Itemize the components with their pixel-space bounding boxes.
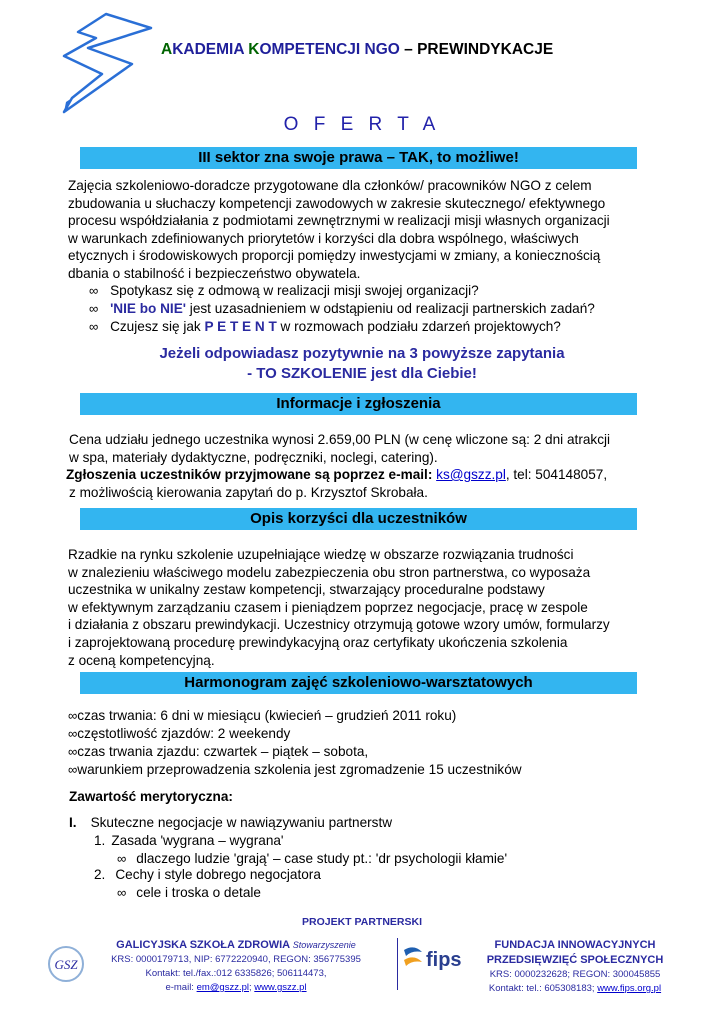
content-title: Zawartość merytoryczna:: [69, 789, 233, 804]
bullet-icon: ∞: [117, 851, 127, 866]
question-item: ∞ 'NIE bo NIE' jest uzasadnieniem w odstąpieniu od realizacji partnerskich zadań?: [89, 301, 595, 316]
schedule-list: [68, 707, 522, 779]
section-bar-rights: III sektor zna swoje prawa – TAK, to możliwe!: [80, 147, 637, 169]
intro-line: zbudowania u słuchaczy kompetencji zawodowych w zakresie skutecznego/ efektywnego: [68, 195, 606, 211]
gsz-logo-icon: [46, 940, 86, 986]
right-partner-name: PRZEDSIĘWZIĘĆ SPOŁECZNYCH: [486, 954, 664, 966]
svg-text:GSZ: GSZ: [54, 957, 78, 972]
benefits-line: z oceną kompetencyjną.: [68, 652, 215, 668]
benefits-line: uczestnika w unikalny zestaw kompetencji, stwarzający proceduralne podstawy: [68, 582, 545, 598]
contact-person-line: z możliwością kierowania zapytań do p. Krzysztof Skrobała.: [69, 485, 428, 500]
outline-subitem-1: ∞ dlaczego ludzie 'grają' – case study pt.: 'dr psychologii kłamie': [117, 851, 508, 866]
bullet-icon: ∞: [89, 283, 99, 298]
schedule-item: ∞warunkiem przeprowadzenia szkolenia jest zgromadzenie 15 uczestników: [68, 762, 522, 777]
offer-title: O F E R T A: [283, 114, 441, 135]
intro-paragraph: [68, 177, 655, 283]
bullet-icon: ∞: [68, 708, 78, 723]
schedule-item: ∞czas trwania: 6 dni w miesiącu (kwiecień – grudzień 2011 roku): [68, 708, 457, 723]
answer-prompt: Jeżeli odpowiadasz pozytywnie na 3 powyższe zapytania - TO SZKOLENIE jest dla Ciebie!: [159, 345, 565, 382]
bullet-icon: ∞: [89, 319, 99, 334]
intro-line: dbania o stabilność i bezpieczeństwo obywatela.: [68, 265, 361, 281]
left-partner-block: [86, 938, 386, 995]
right-partner-name: FUNDACJA INNOWACYJNYCH: [494, 939, 656, 951]
left-partner-contact: Kontakt: tel./fax.:012 6335826; 506114473,: [145, 968, 327, 979]
question-item: ∞ Czujesz się jak P E T E N T w rozmowach podziału zdarzeń projektowych?: [89, 319, 561, 334]
fips-logo-icon: [402, 942, 464, 976]
footer-divider: [397, 938, 398, 990]
price-line: Cena udziału jednego uczestnika wynosi 2.659,00 PLN (w cenę wliczone są: 2 dni atrakcji: [69, 432, 611, 447]
outline-item-roman: I. Skuteczne negocjacje w nawiązywaniu partnerstw: [69, 815, 393, 830]
question-item: ∞ Spotykasz się z odmową w realizacji misji swojej organizacji?: [89, 283, 479, 298]
price-line: w spa, materiały dydaktyczne, podręczniki, noclegi, catering).: [69, 450, 438, 465]
benefits-line: Rzadkie na rynku szkolenie uzupełniające wiedzę w obszarze rozwiązania trudności: [68, 547, 574, 562]
bullet-icon: ∞: [68, 726, 78, 741]
left-partner-www-link[interactable]: www.gszz.pl: [254, 982, 307, 993]
section-bar-benefits: Opis korzyści dla uczestników: [80, 508, 637, 530]
benefits-line: w znalezieniu właściwego modelu zabezpieczenia obu stron partnerstwa, co wyposaża: [68, 564, 591, 580]
svg-text:fips: fips: [426, 949, 462, 971]
left-partner-email-line: e-mail: em@gszz.pl; www.gszz.pl: [165, 982, 307, 993]
lightning-logo-icon: [58, 12, 153, 114]
left-partner-krs: KRS: 0000179713, NIP: 6772220940, REGON: 356775395: [111, 954, 361, 965]
schedule-item: ∞częstotliwość zjazdów: 2 weekendy: [68, 726, 291, 741]
right-partner-contact: Kontakt: tel.: 605308183; www.fips.org.pl: [488, 983, 662, 994]
right-partner-www-link[interactable]: www.fips.org.pl: [597, 983, 662, 994]
intro-line: Zajęcia szkoleniowo-doradcze przygotowane dla członków/ pracowników NGO z celem: [68, 178, 592, 193]
right-partner-krs: KRS: 0000232628; REGON: 300045855: [489, 969, 661, 980]
partner-project-header: PROJEKT PARTNERSKI: [302, 916, 422, 928]
outline-item-2: 2. Cechy i style dobrego negocjatora: [94, 867, 321, 882]
intro-line: w warunkach zdefiniowanych priorytetów i korzyści dla dobra wspólnego, właściwych: [68, 230, 579, 246]
left-partner-email-link[interactable]: em@gszz.pl: [196, 982, 250, 993]
section-bar-info: Informacje i zgłoszenia: [80, 393, 637, 415]
header-title: AKADEMIA KOMPETENCJI NGO – PREWINDYKACJE: [161, 41, 554, 58]
bullet-icon: ∞: [68, 762, 78, 777]
schedule-item: ∞czas trwania zjazdu: czwartek – piątek – sobota,: [68, 744, 369, 759]
registration-email-link[interactable]: ks@gszz.pl: [436, 467, 506, 482]
intro-line: etycznych i środowiskowych proporcji pomiędzy inwestycjami w zmiany, a koniecznością: [68, 248, 601, 264]
registration-line: Zgłoszenia uczestników przyjmowane są poprzez e-mail: ks@gszz.pl, tel: 504148057,: [66, 467, 608, 482]
outline-subitem-2: ∞ cele i troska o detale: [117, 885, 261, 900]
section-bar-schedule: Harmonogram zajęć szkoleniowo-warsztatowych: [80, 672, 637, 694]
intro-line: procesu współdziałania z podmiotami zewnętrznymi w realizacji misji własnych organizacji: [68, 213, 610, 229]
right-partner-block: [462, 938, 688, 996]
benefits-line: i zaprojektowaną procedurę prewindykacyjną oraz certyfikaty ukończenia szkolenia: [68, 634, 568, 650]
bullet-icon: ∞: [89, 301, 99, 316]
bullet-icon: ∞: [68, 744, 78, 759]
benefits-line: w efektywnym zarządzaniu czasem i pieniądzem poprzez negocjacje, pracę w zespole: [68, 599, 588, 615]
left-partner-name: GALICYJSKA SZKOŁA ZDROWIA Stowarzyszenie: [116, 939, 356, 951]
benefits-line: i działania z obszaru prewindykacji. Uczestnicy otrzymują gotowe wzory umów, formularzy: [68, 617, 610, 633]
benefits-paragraph: [68, 546, 655, 669]
bullet-icon: ∞: [117, 885, 127, 900]
outline-item-1: 1. Zasada 'wygrana – wygrana': [94, 833, 284, 848]
